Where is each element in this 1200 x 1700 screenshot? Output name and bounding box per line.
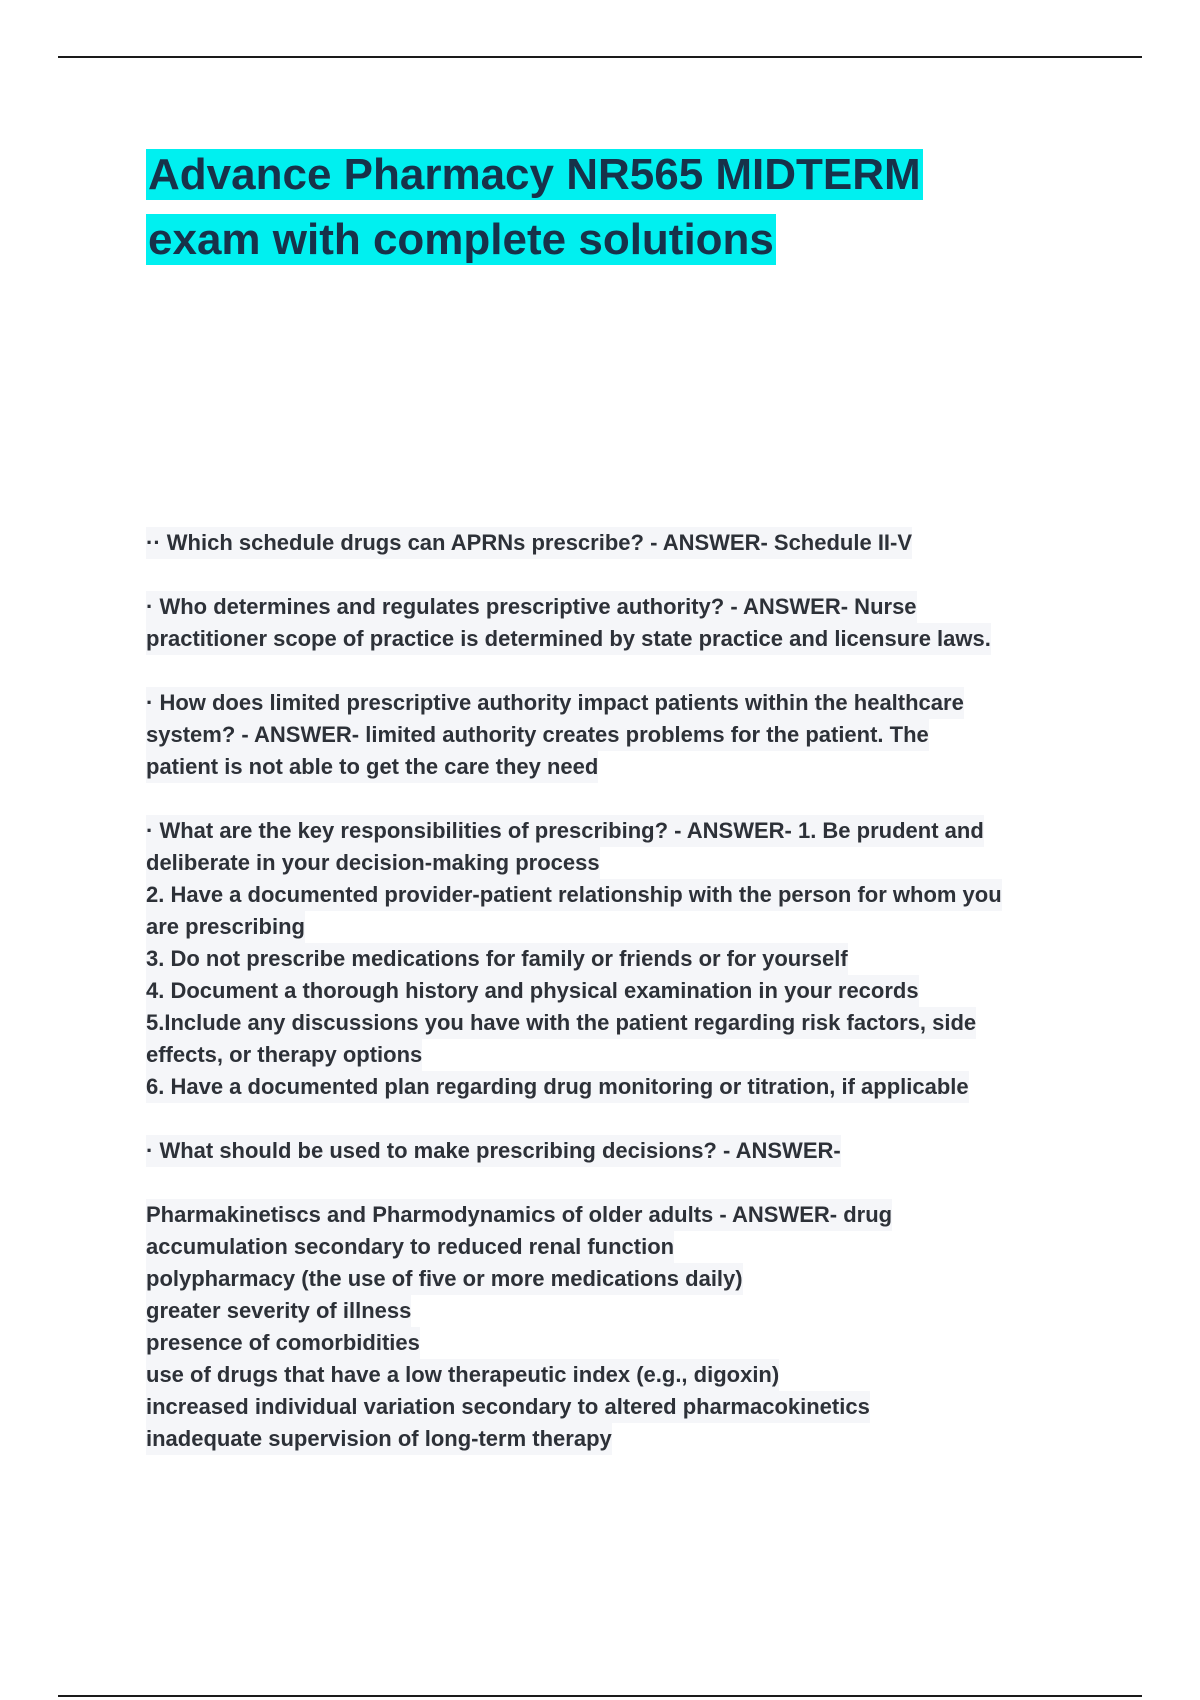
qa-line: · How does limited prescriptive authority impact patients within the healthcare [146, 687, 964, 719]
qa-item [146, 815, 1106, 1103]
qa-line: Pharmakinetiscs and Pharmodynamics of older adults - ANSWER- drug [146, 1199, 892, 1231]
qa-line: patient is not able to get the care they need [146, 751, 598, 783]
bottom-rule [58, 1695, 1142, 1697]
qa-line: inadequate supervision of long-term therapy [146, 1423, 612, 1455]
qa-line: use of drugs that have a low therapeutic index (e.g., digoxin) [146, 1359, 779, 1391]
qa-line: greater severity of illness [146, 1295, 411, 1327]
qa-line: · Who determines and regulates prescriptive authority? - ANSWER- Nurse [146, 591, 917, 623]
qa-line: are prescribing [146, 911, 305, 943]
title-line-1: Advance Pharmacy NR565 MIDTERM [148, 150, 921, 199]
document-title [146, 142, 1046, 272]
qa-line: 6. Have a documented plan regarding drug monitoring or titration, if applicable [146, 1071, 969, 1103]
qa-line: · What are the key responsibilities of prescribing? - ANSWER- 1. Be prudent and [146, 815, 984, 847]
qa-line: practitioner scope of practice is determined by state practice and licensure laws. [146, 623, 991, 655]
top-rule [58, 56, 1142, 58]
qa-item [146, 591, 1106, 655]
qa-line: 2. Have a documented provider-patient relationship with the person for whom you [146, 879, 1002, 911]
qa-line: 4. Document a thorough history and physical examination in your records [146, 975, 919, 1007]
qa-line: 5.Include any discussions you have with the patient regarding risk factors, side [146, 1007, 976, 1039]
title-line-2: exam with complete solutions [148, 215, 774, 264]
qa-line: 3. Do not prescribe medications for family or friends or for yourself [146, 943, 848, 975]
qa-line: polypharmacy (the use of five or more medications daily) [146, 1263, 743, 1295]
qa-line: effects, or therapy options [146, 1039, 422, 1071]
qa-line: increased individual variation secondary to altered pharmacokinetics [146, 1391, 870, 1423]
qa-line: · What should be used to make prescribing decisions? - ANSWER- [146, 1135, 841, 1167]
qa-line: system? - ANSWER- limited authority creates problems for the patient. The [146, 719, 929, 751]
qa-content [146, 527, 1106, 1487]
qa-item [146, 527, 1106, 559]
qa-line: presence of comorbidities [146, 1327, 420, 1359]
qa-line: deliberate in your decision-making process [146, 847, 600, 879]
qa-line: ·· Which schedule drugs can APRNs prescribe? - ANSWER- Schedule II-V [146, 527, 912, 559]
qa-item [146, 687, 1106, 783]
qa-line: accumulation secondary to reduced renal function [146, 1231, 674, 1263]
qa-item [146, 1135, 1106, 1167]
qa-item [146, 1199, 1106, 1455]
